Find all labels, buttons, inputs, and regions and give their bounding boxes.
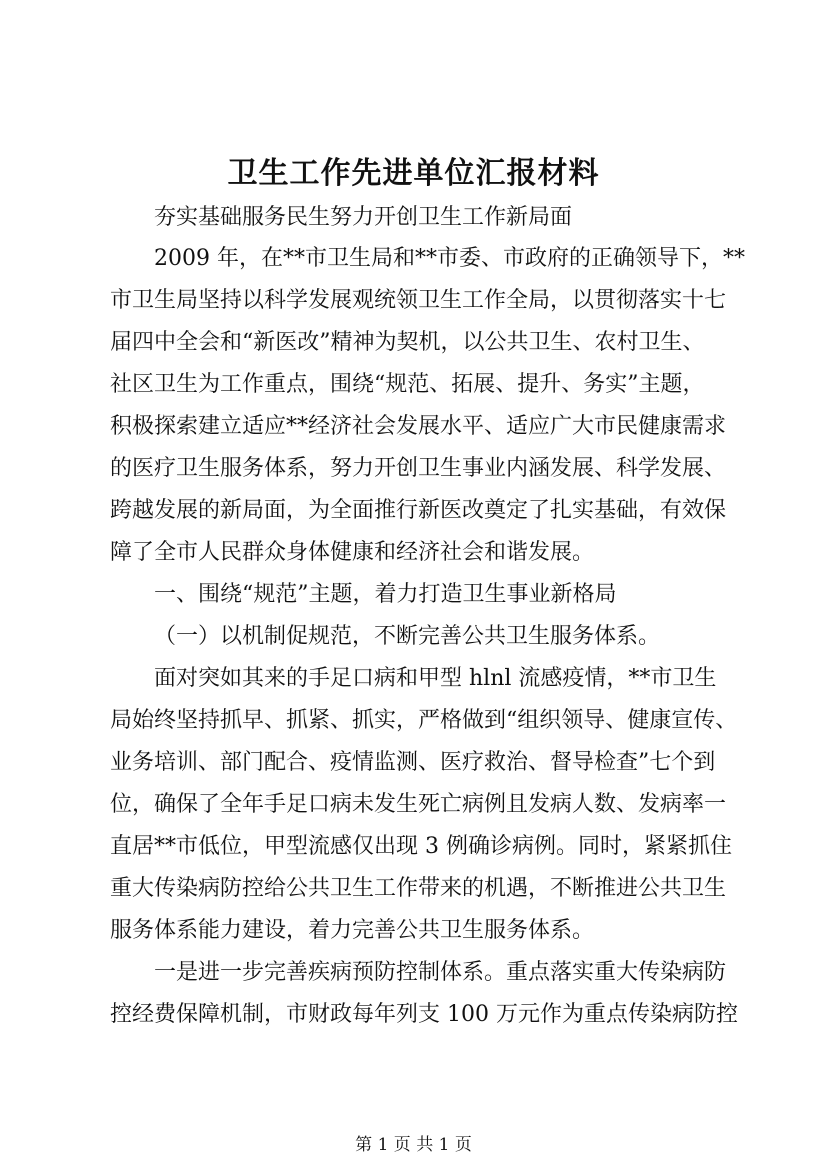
body-line: 积极探索建立适应**经济社会发展水平、适应广大市民健康需求	[110, 414, 727, 439]
body-line: 社区卫生为工作重点，围绕“规范、拓展、提升、务实”主题，	[110, 372, 705, 397]
body-line: 面对突如其来的手足口病和甲型 hlnl 流感疫情，**市卫生	[154, 666, 717, 691]
body-line: 业务培训、部门配合、疫情监测、医疗救治、督导检查”七个到	[110, 750, 716, 775]
body-line: 直居**市低位，甲型流感仅出现 3 例确诊病例。同时，紧紧抓住	[110, 834, 732, 859]
subtitle-line: 夯实基础服务民生努力开创卫生工作新局面	[154, 205, 573, 230]
body-line: 届四中全会和“新医改”精神为契机，以公共卫生、农村卫生、	[110, 330, 705, 355]
body-line: 2009 年，在**市卫生局和**市委、市政府的正确领导下，**	[154, 246, 745, 271]
body-line: 市卫生局坚持以科学发展观统领卫生工作全局，以贯彻落实十七	[110, 288, 727, 313]
body-line: 一是进一步完善疾病预防控制体系。重点落实重大传染病防	[154, 960, 727, 985]
body-line: 重大传染病防控给公共卫生工作带来的机遇，不断推进公共卫生	[110, 876, 727, 901]
body-line: 跨越发展的新局面，为全面推行新医改奠定了扎实基础，有效保	[110, 498, 727, 523]
document-title: 卫生工作先进单位汇报材料	[227, 156, 600, 191]
body-line: 局始终坚持抓早、抓紧、抓实，严格做到“组织领导、健康宣传、	[110, 708, 738, 733]
body-line: 的医疗卫生服务体系，努力开创卫生事业内涵发展、科学发展、	[110, 456, 727, 481]
body-line: 控经费保障机制，市财政每年列支 100 万元作为重点传染病防控	[110, 1002, 738, 1027]
page-number: 第 1 页 共 1 页	[355, 1135, 472, 1155]
subsection-heading: （一）以机制促规范，不断完善公共卫生服务体系。	[154, 624, 661, 649]
body-line: 障了全市人民群众身体健康和经济社会和谐发展。	[110, 540, 595, 565]
body-line: 位，确保了全年手足口病未发生死亡病例且发病人数、发病率一	[110, 792, 727, 817]
section-heading: 一、围绕“规范”主题，着力打造卫生事业新格局	[154, 582, 617, 607]
body-line: 服务体系能力建设，着力完善公共卫生服务体系。	[110, 918, 595, 943]
